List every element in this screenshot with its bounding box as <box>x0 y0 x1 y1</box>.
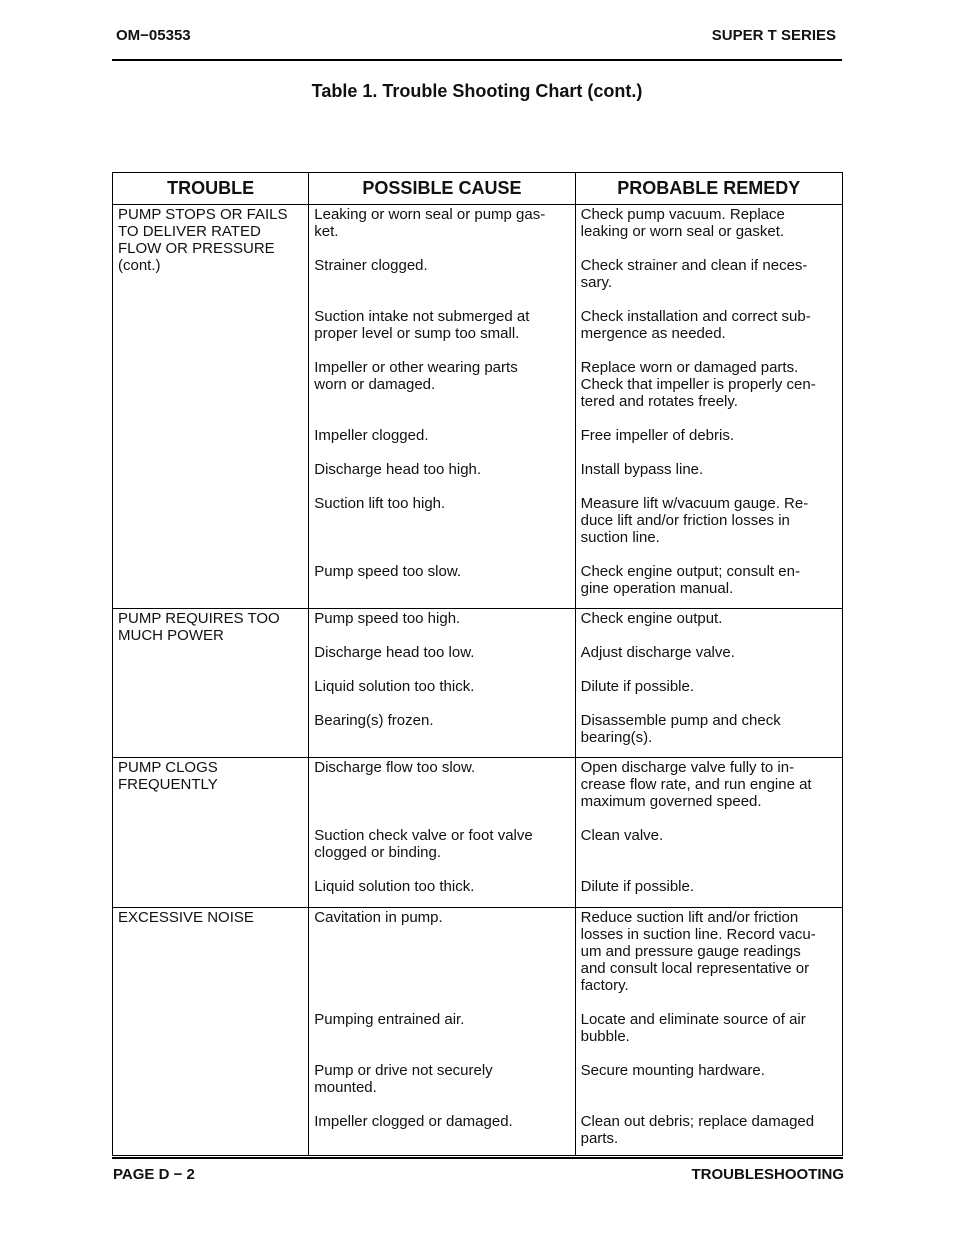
possible-cause-text: Suction intake not submerged at proper level or sump too small. <box>314 308 530 342</box>
possible-cause-cell <box>309 908 575 1156</box>
possible-cause-text: Bearing(s) frozen. <box>314 712 434 729</box>
probable-remedy-text: Replace worn or damaged parts. Check that impeller is properly cen- tered and rotates freely. <box>580 359 816 410</box>
possible-cause-cell <box>309 758 575 908</box>
probable-remedy-text: Check strainer and clean if neces- sary. <box>580 257 808 291</box>
probable-remedy-text: Clean valve. <box>580 827 664 844</box>
probable-remedy-cell <box>575 758 842 908</box>
possible-cause-text: Discharge head too low. <box>314 644 475 661</box>
probable-remedy-text: Dilute if possible. <box>580 678 695 695</box>
probable-remedy-text: Measure lift w/vacuum gauge. Re- duce lift and/or friction losses in suction line. <box>580 495 809 546</box>
probable-remedy-text: Check installation and correct sub- mergence as needed. <box>580 308 811 342</box>
probable-remedy-text: Clean out debris; replace damaged parts. <box>580 1113 815 1147</box>
table-row <box>113 908 843 1156</box>
trouble-cell <box>113 609 309 758</box>
table-header-row <box>113 173 843 205</box>
possible-cause-text: Pump speed too high. <box>314 610 461 627</box>
possible-cause-text: Pump or drive not securely mounted. <box>314 1062 493 1096</box>
table-title: Table 1. Trouble Shooting Chart (cont.) <box>311 81 643 101</box>
possible-cause-text: Impeller clogged or damaged. <box>314 1113 513 1130</box>
probable-remedy-text: Disassemble pump and check bearing(s). <box>580 712 781 746</box>
probable-remedy-text: Free impeller of debris. <box>580 427 735 444</box>
probable-remedy-cell <box>575 908 842 1156</box>
trouble-cell <box>113 908 309 1156</box>
column-header-possible-cause: POSSIBLE CAUSE <box>309 173 575 205</box>
possible-cause-text: Pumping entrained air. <box>314 1011 465 1028</box>
probable-remedy-cell <box>575 609 842 758</box>
series-name: SUPER T SERIES <box>711 27 836 44</box>
possible-cause-text: Leaking or worn seal or pump gas- ket. <box>314 206 546 240</box>
possible-cause-cell <box>309 205 575 609</box>
document-number: OM−05353 <box>116 27 191 44</box>
table-row <box>113 205 843 609</box>
trouble-cell <box>113 205 309 609</box>
probable-remedy-text: Dilute if possible. <box>580 878 695 895</box>
possible-cause-text: Pump speed too slow. <box>314 563 462 580</box>
page-number: PAGE D − 2 <box>113 1166 195 1183</box>
table-body <box>113 205 843 1156</box>
trouble-text: PUMP REQUIRES TOO MUCH POWER <box>118 610 280 644</box>
possible-cause-cell <box>309 609 575 758</box>
probable-remedy-text: Secure mounting hardware. <box>580 1062 765 1079</box>
possible-cause-text: Cavitation in pump. <box>314 909 443 926</box>
troubleshooting-table <box>112 172 843 1156</box>
possible-cause-text: Impeller clogged. <box>314 427 429 444</box>
trouble-text: PUMP STOPS OR FAILS TO DELIVER RATED FLOW OR PRESSURE (cont.) <box>118 206 288 274</box>
probable-remedy-cell <box>575 205 842 609</box>
trouble-cell <box>113 758 309 908</box>
possible-cause-text: Impeller or other wearing parts worn or damaged. <box>314 359 518 393</box>
possible-cause-text: Discharge head too high. <box>314 461 482 478</box>
trouble-text: PUMP CLOGS FREQUENTLY <box>118 759 218 793</box>
possible-cause-text: Discharge flow too slow. <box>314 759 476 776</box>
probable-remedy-text: Check pump vacuum. Replace leaking or worn seal or gasket. <box>580 206 785 240</box>
table-row <box>113 758 843 908</box>
probable-remedy-text: Install bypass line. <box>580 461 704 478</box>
column-header-probable-remedy: PROBABLE REMEDY <box>575 173 842 205</box>
probable-remedy-text: Reduce suction lift and/or friction losses in suction line. Record vacu- um and pressure gauge readings and consult local representative or factory. <box>580 909 816 994</box>
trouble-text: EXCESSIVE NOISE <box>118 909 254 926</box>
footer-rule <box>112 1157 843 1159</box>
probable-remedy-text: Check engine output; consult en- gine operation manual. <box>580 563 800 597</box>
possible-cause-text: Suction check valve or foot valve clogged or binding. <box>314 827 533 861</box>
header-rule <box>112 59 842 61</box>
possible-cause-text: Strainer clogged. <box>314 257 428 274</box>
column-header-trouble: TROUBLE <box>113 173 309 205</box>
probable-remedy-text: Locate and eliminate source of air bubble. <box>580 1011 806 1045</box>
table-row <box>113 609 843 758</box>
probable-remedy-text: Adjust discharge valve. <box>580 644 735 661</box>
possible-cause-text: Liquid solution too thick. <box>314 678 475 695</box>
probable-remedy-text: Open discharge valve fully to in- crease flow rate, and run engine at maximum governed speed. <box>580 759 812 810</box>
possible-cause-text: Suction lift too high. <box>314 495 446 512</box>
probable-remedy-text: Check engine output. <box>580 610 723 627</box>
possible-cause-text: Liquid solution too thick. <box>314 878 475 895</box>
section-name: TROUBLESHOOTING <box>691 1166 844 1183</box>
